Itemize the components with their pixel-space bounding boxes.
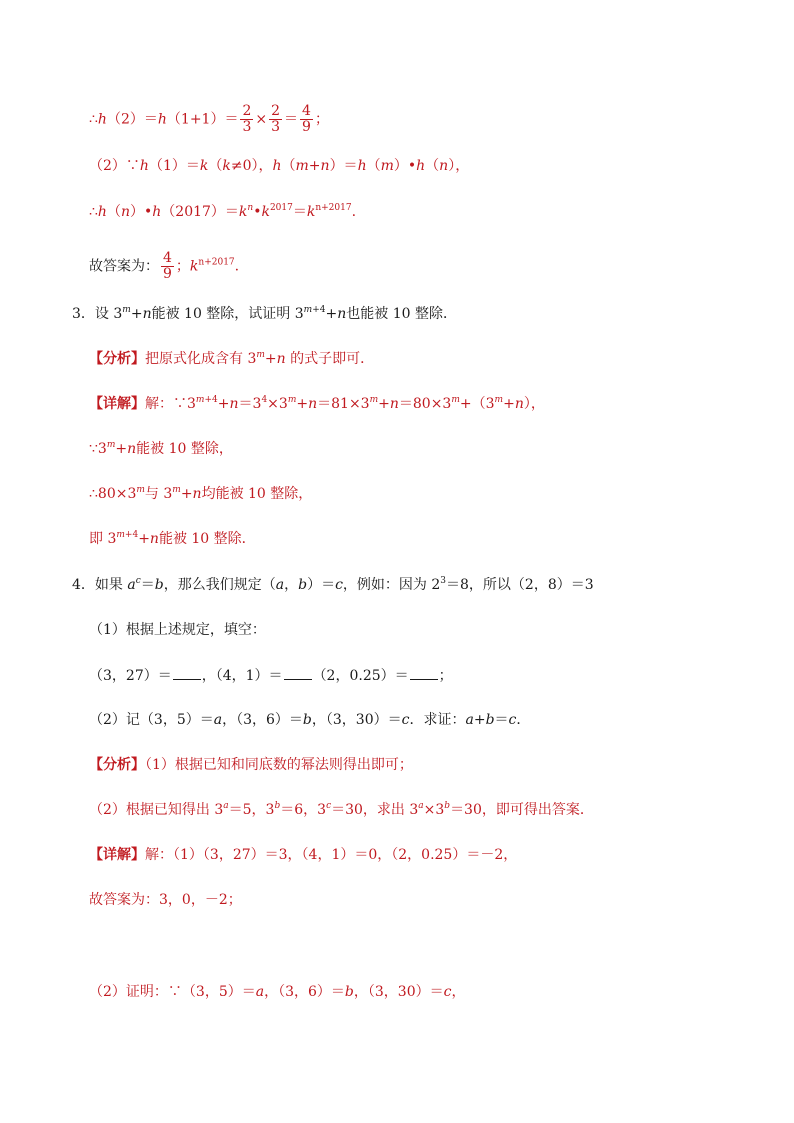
question-3: 3．设 $3^m+n$能被 10 整除，试证明 $3^{m+4}+n$也能被 10 整除． [72, 305, 457, 322]
answer-blank[interactable] [173, 665, 201, 680]
q3-detail: 【详解】解：$\because 3^{m+4}+n=3^4\times 3^m+n=81\times 3^m+n=80\times 3^m+(3^m+n)$， [89, 395, 545, 412]
answer-blank[interactable] [410, 665, 438, 680]
fraction: $\frac{4}{9}$ [302, 103, 311, 135]
q4-part2: （2）记（3，5）＝a，（3，6）＝b，（3，30）＝c．求证：a+b＝c． [89, 712, 531, 728]
q4-part1: （1）根据上述规定，填空： [89, 622, 266, 638]
q3-line2: $\because 3^m+n$能被 10 整除， [89, 440, 233, 457]
question-4: 4．如果 $a^c=b$，那么我们规定（a，b）＝c，例如：因为 $2^3=8$，所以（2，8）＝3 [72, 576, 594, 593]
q4-analysis: 【分析】（1）根据已知和同底数的幂法则得出即可； [89, 757, 413, 773]
q4-fill-line: （3，27）＝ ，（4，1）＝ （2，0.25）＝ ； [89, 665, 453, 685]
fraction: $\frac{2}{3}$ [271, 103, 281, 135]
q3-line3: $\therefore 80\times 3^m$与 $3^m+n$均能被 10 整除， [89, 485, 313, 502]
answer-line: 故答案为： $\frac{4}{9}$ ；$k^{n+2017}$. [89, 250, 240, 282]
answer-blank[interactable] [284, 665, 312, 680]
solution-line-part2: （2）∵h（1）＝k（k≠0），h（m+n）＝h（m）•h（n）， [89, 158, 470, 174]
q3-line4: 即 $3^{m+4}+n$能被 10 整除． [89, 530, 256, 547]
q4-analysis2: （2）根据已知得出 $3^a=5$，$3^b=6$，$3^c=30$，求出 $3^a\times 3^b=30$，即可得出答案． [89, 801, 594, 818]
q4-detail: 【详解】解：（1）（3，27）＝3，（4，1）＝0，（2，0.25）＝－2， [89, 847, 518, 863]
fraction: $\frac{2}{3}$ [242, 103, 252, 135]
q4-proof: （2）证明：∵（3，5）＝a，（3，6）＝b，（3，30）＝c， [89, 984, 466, 1000]
fraction: $\frac{4}{9}$ [163, 250, 172, 282]
q4-answer: 故答案为：3，0，－2； [89, 892, 242, 908]
solution-line-conclusion: $\therefore h(n)•h(2017)=k^n•k^{2017}=k^{n+2017}$. [89, 203, 357, 220]
solution-line-h2: ∴h（2）＝h（1+1）＝ $\frac{2}{3}$ × $\frac{2}{3}$ ＝ $\frac{4}{9}$ ； [89, 103, 329, 135]
q3-analysis: 【分析】把原式化成含有 $3^m+n$ 的式子即可． [89, 350, 375, 367]
